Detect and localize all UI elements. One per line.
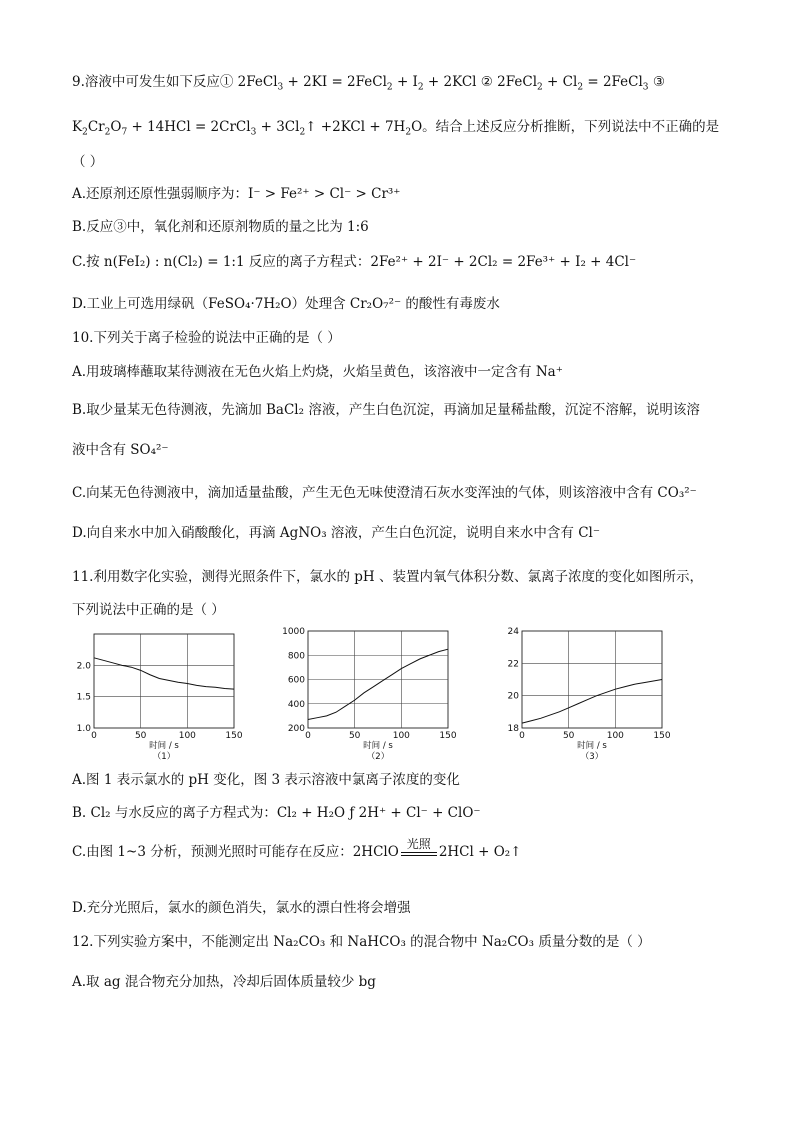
y-tick-label: 24 [507, 627, 519, 637]
q11-option-c-text: C.由图 1~3 分析，预测光照时可能存在反应：2HClO [72, 844, 399, 860]
q9-option-c: C.按 n(FeI₂) : n(Cl₂) = 1:1 反应的离子方程式：2Fe²⁺ + 2I⁻ + 2Cl₂ = 2Fe³⁺ + I₂ + 4Cl⁻ [72, 254, 637, 270]
q10-option-b-line-2: 液中含有 SO₄²⁻ [72, 442, 169, 458]
x-tick-label: 100 [392, 731, 410, 741]
q9-option-b: B.反应③中，氧化剂和还原剂物质的量之比为 1:6 [72, 219, 369, 235]
q9-text: + 3Cl [256, 119, 300, 135]
y-tick-label: 1.5 [76, 692, 91, 703]
q9-text: + 2KCl ② 2FeCl [423, 74, 538, 90]
q9-text: 9.溶液中可发生如下反应① 2FeCl [72, 74, 278, 90]
x-tick-label: 0 [305, 731, 311, 741]
x-tick-label: 50 [134, 731, 147, 741]
q9-text: + I [392, 74, 418, 90]
q9-option-a: A.还原剂还原性强弱顺序为：I⁻ > Fe²⁺ > Cl⁻ > Cr³⁺ [72, 186, 401, 202]
y-tick-label: 600 [287, 675, 305, 686]
series-line [522, 680, 662, 724]
series-line [94, 658, 234, 689]
chart-caption: （3） [580, 752, 604, 762]
x-tick-label: 0 [91, 731, 97, 741]
q10-option-a: A.用玻璃棒蘸取某待测液在无色火焰上灼烧，火焰呈黄色，该溶液中一定含有 Na⁺ [72, 364, 563, 380]
q11-option-c [72, 836, 522, 862]
q12-stem: 12.下列实验方案中，不能测定出 Na₂CO₃ 和 NaHCO₃ 的混合物中 Na₂CO₃ 质量分数的是（ ） [72, 934, 651, 950]
chart-oxygen-fraction [280, 625, 462, 762]
q9-text: + 2KI = 2FeCl [283, 74, 387, 90]
x-tick-label: 150 [225, 731, 243, 741]
x-tick-label: 50 [348, 731, 361, 741]
y-tick-label: 800 [287, 651, 305, 662]
q9-line-1: 9.溶液中可发生如下反应① 2FeCl$_3$ + 2KI = 2FeCl$_2$ + $I_2 + 2KCl$ ② 2FeCl$_2$ + $Cl_2$ = 2FeCl$_3$ ③ [72, 74, 665, 93]
q9-text: O。结合上述反应分析推断，下列说法中不正确的是 [411, 119, 720, 135]
q9-text: = 2FeCl [583, 74, 643, 90]
chart-caption: （2） [366, 752, 390, 762]
q9-text: K [72, 119, 83, 135]
plot-frame [522, 631, 662, 728]
q9-line-2: $K_2Cr_2O_7 + 14HCl$ = 2CrCl$_3$ + $3Cl_2↑ +2KCl + 7H_2O$。结合上述反应分析推断，下列说法中不正确的是 [72, 119, 720, 138]
q11-option-d: D.充分光照后，氯水的颜色消失，氯水的漂白性将会增强 [72, 900, 411, 916]
x-tick-label: 150 [653, 731, 671, 741]
q9-text: ③ [648, 74, 665, 90]
y-tick-label: 1.0 [76, 724, 91, 734]
y-tick-label: 1000 [282, 627, 305, 637]
chart-chloride-concentration [494, 625, 676, 762]
q10-option-d: D.向自来水中加入硝酸酸化，再滴 AgNO₃ 溶液，产生白色沉淀，说明自来水中含有 Cl⁻ [72, 525, 600, 541]
q11-option-a: A.图 1 表示氯水的 pH 变化，图 3 表示溶液中氯离子浓度的变化 [72, 772, 460, 788]
q10-stem: 10.下列关于离子检验的说法中正确的是（ ） [72, 330, 341, 346]
x-tick-label: 100 [178, 731, 196, 741]
q9-text: O [110, 119, 122, 135]
y-tick-label: 18 [507, 724, 519, 734]
q11-option-c-product: 2HCl + O₂↑ [438, 844, 522, 860]
reaction-condition-label: 光照 [406, 836, 431, 851]
x-axis-label: 时间 / s [577, 741, 607, 751]
x-axis-label: 时间 / s [363, 741, 393, 751]
y-tick-label: 20 [507, 691, 519, 702]
reaction-equals-bar-2 [401, 855, 437, 856]
x-tick-label: 150 [439, 731, 457, 741]
chart-caption: （1） [152, 752, 176, 762]
y-tick-label: 2.0 [76, 661, 91, 672]
q9-text: + Cl [542, 74, 578, 90]
x-axis-label: 时间 / s [149, 741, 179, 751]
plot-frame [94, 634, 234, 728]
x-tick-label: 100 [606, 731, 624, 741]
q9-text: + 14HCl = 2CrCl [127, 119, 251, 135]
series-line [308, 649, 448, 719]
q9-text: ↑ +2KCl + 7H [305, 119, 406, 135]
chart-ph [66, 628, 248, 762]
q11-stem-line-1: 11.利用数字化实验，测得光照条件下，氯水的 pH 、装置内氧气体积分数、氯离子浓度的变化如图所示， [72, 569, 703, 585]
q10-option-b-line-1: B.取少量某无色待测液，先滴加 BaCl₂ 溶液，产生白色沉淀，再滴加足量稀盐酸，沉淀不溶解，说明该溶 [72, 402, 700, 418]
x-tick-label: 50 [562, 731, 575, 741]
x-tick-label: 0 [519, 731, 525, 741]
reaction-equals-bar [401, 852, 437, 853]
y-tick-label: 400 [287, 699, 305, 710]
y-tick-label: 200 [287, 724, 305, 734]
q12-option-a: A.取 ag 混合物充分加热，冷却后固体质量较少 bg [72, 974, 376, 990]
y-tick-label: 22 [507, 659, 519, 670]
q9-option-d: D.工业上可选用绿矾（FeSO₄·7H₂O）处理含 Cr₂O₇²⁻ 的酸性有毒废水 [72, 296, 500, 312]
q11-stem-line-2: 下列说法中正确的是（ ） [72, 602, 225, 618]
q11-option-b: B. Cl₂ 与水反应的离子方程式为：Cl₂ + H₂O ƒ 2H⁺ + Cl⁻ + ClO⁻ [72, 805, 481, 821]
q9-text: Cr [87, 119, 105, 135]
reaction-condition [401, 838, 437, 856]
q9-answer-paren: （ ） [72, 154, 104, 170]
q10-option-c: C.向某无色待测液中，滴加适量盐酸，产生无色无味使澄清石灰水变浑浊的气体，则该溶液中含有 CO₃²⁻ [72, 485, 697, 501]
